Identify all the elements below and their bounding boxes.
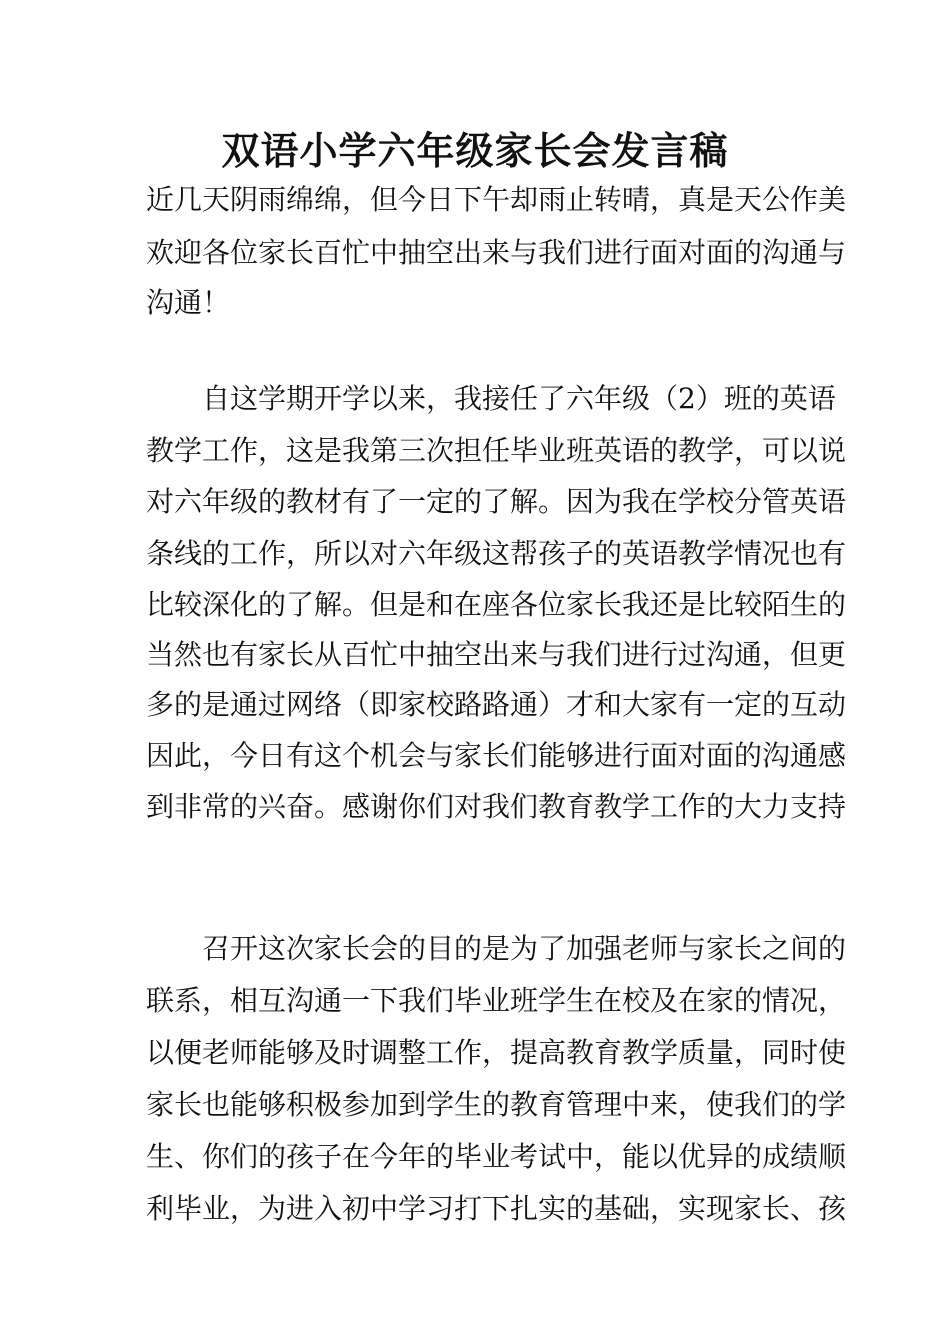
paragraph-2-line-7: 多的是通过网络（即家校路路通）才和大家有一定的互动 <box>146 688 847 721</box>
paragraph-2-line-4: 条线的工作，所以对六年级这帮孩子的英语教学情况也有 <box>146 537 847 570</box>
paragraph-2-line-2: 教学工作，这是我第三次担任毕业班英语的教学，可以说 <box>146 434 847 467</box>
paragraph-2-line-8: 因此，今日有这个机会与家长们能够进行面对面的沟通感 <box>146 739 847 772</box>
paragraph-1-line-3: 沟通！ <box>146 286 231 319</box>
paragraph-2-line-6: 当然也有家长从百忙中抽空出来与我们进行过沟通，但更 <box>146 638 847 671</box>
paragraph-3-line-3: 以便老师能够及时调整工作，提高教育教学质量，同时使 <box>146 1036 847 1069</box>
paragraph-1-line-1: 近几天阴雨绵绵，但今日下午却雨止转晴，真是天公作美 <box>146 183 847 216</box>
paragraph-2-line-3: 对六年级的教材有了一定的了解。因为我在学校分管英语 <box>146 485 847 518</box>
paragraph-3-line-5: 生、你们的孩子在今年的毕业考试中，能以优异的成绩顺 <box>146 1140 847 1173</box>
paragraph-2-line-1: 自这学期开学以来，我接任了六年级（2）班的英语 <box>146 382 836 415</box>
document-title: 双语小学六年级家长会发言稿 <box>221 128 729 173</box>
paragraph-1-line-2: 欢迎各位家长百忙中抽空出来与我们进行面对面的沟通与 <box>146 236 847 269</box>
paragraph-3-line-6: 利毕业，为进入初中学习打下扎实的基础，实现家长、孩 <box>146 1192 847 1225</box>
paragraph-3-line-1: 召开这次家长会的目的是为了加强老师与家长之间的 <box>146 932 847 965</box>
paragraph-2-line-5: 比较深化的了解。但是和在座各位家长我还是比较陌生的 <box>146 588 847 621</box>
paragraph-3-line-4: 家长也能够积极参加到学生的教育管理中来，使我们的学 <box>146 1088 847 1121</box>
paragraph-3-line-2: 联系，相互沟通一下我们毕业班学生在校及在家的情况， <box>146 984 847 1017</box>
paragraph-2-line-9: 到非常的兴奋。感谢你们对我们教育教学工作的大力支持 <box>146 790 847 823</box>
